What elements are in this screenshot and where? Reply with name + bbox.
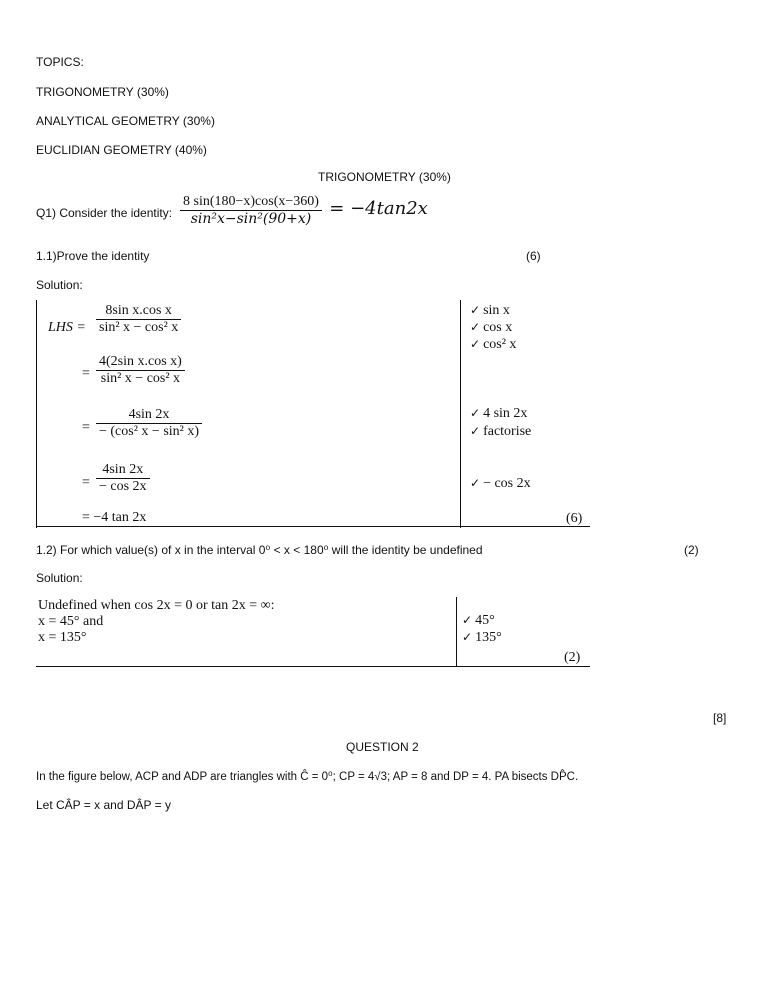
solution-box-divider xyxy=(460,300,461,528)
step3-numerator: 4sin 2x xyxy=(96,407,202,424)
topic-euclidian-geometry: EUCLIDIAN GEOMETRY (40%) xyxy=(36,143,207,157)
solution-box-left-border xyxy=(36,300,37,528)
check-item: ✓ 45° xyxy=(462,613,495,628)
checkmark-icon: ✓ xyxy=(470,476,481,490)
step1-numerator: 8sin x.cos x xyxy=(96,303,181,320)
q1-numerator: 8 sin(180−x)cos(x−360) xyxy=(180,194,322,211)
check-item: ✓ cos x xyxy=(470,320,513,335)
proof-step-4 xyxy=(96,462,150,495)
proof-step-2 xyxy=(96,354,185,387)
checkmark-icon: ✓ xyxy=(462,630,473,644)
q1-fraction xyxy=(180,194,322,227)
q1-rhs: = −4tan2x xyxy=(329,197,428,219)
q1-identity xyxy=(180,194,428,227)
q1-2-solution-label: Solution: xyxy=(36,571,83,585)
step2-numerator: 4(2sin x.cos x) xyxy=(96,354,185,371)
step3-denominator: − (cos² x − sin² x) xyxy=(99,424,200,439)
check-item: ✓ 135° xyxy=(462,630,502,645)
solution-box-bottom-border xyxy=(36,666,590,667)
question-2-line-2: Let CÂP = x and DÂP = y xyxy=(36,798,171,812)
proof-step-3 xyxy=(96,407,202,440)
checkmark-icon: ✓ xyxy=(470,406,481,420)
check-item: ✓ factorise xyxy=(470,424,532,439)
q1-2-text: 1.2) For which value(s) of x in the interval 0⁰ < x < 180⁰ will the identity be undefined xyxy=(36,543,483,557)
section-title: TRIGONOMETRY (30%) xyxy=(318,170,451,184)
lhs-label: LHS = xyxy=(48,320,86,335)
solution-box-marks: (2) xyxy=(564,650,581,665)
q1-denominator: sin²x−sin²(90+x) xyxy=(190,211,312,227)
undefined-line-1: Undefined when cos 2x = 0 or tan 2x = ∞: xyxy=(38,598,275,613)
checkmark-icon: ✓ xyxy=(470,337,481,351)
checkmark-icon: ✓ xyxy=(470,303,481,317)
solution-box-bottom-border xyxy=(36,526,590,527)
q1-1-marks: (6) xyxy=(526,249,541,263)
checkmark-icon: ✓ xyxy=(462,613,473,627)
step4-numerator: 4sin 2x xyxy=(96,462,150,479)
check-item: ✓ − cos 2x xyxy=(470,476,531,491)
question-2-line-1: In the figure below, ACP and ADP are triangles with Ĉ = 0⁰; CP = 4√3; AP = 8 and DP = 4. PA bisects DP̂C. xyxy=(36,771,579,783)
q1-1-solution-label: Solution: xyxy=(36,278,83,292)
proof-step-5: = −4 tan 2x xyxy=(82,510,147,525)
solution-box-marks: (6) xyxy=(566,511,583,526)
total-marks: [8] xyxy=(713,711,727,725)
q1-label: Q1) Consider the identity: xyxy=(36,206,173,220)
step2-denominator: sin² x − cos² x xyxy=(100,371,181,386)
solution-box-divider xyxy=(456,597,457,667)
question-2-title: QUESTION 2 xyxy=(346,740,419,754)
undefined-line-2: x = 45° and xyxy=(38,614,104,629)
topic-trigonometry: TRIGONOMETRY (30%) xyxy=(36,85,169,99)
topics-heading: TOPICS: xyxy=(36,55,84,69)
q1-2-marks: (2) xyxy=(684,543,699,557)
checkmark-icon: ✓ xyxy=(470,320,481,334)
step4-denominator: − cos 2x xyxy=(99,479,147,494)
topic-analytical-geometry: ANALYTICAL GEOMETRY (30%) xyxy=(36,114,215,128)
check-item: ✓ 4 sin 2x xyxy=(470,406,528,421)
q1-1-text: 1.1)Prove the identity xyxy=(36,249,150,263)
step1-denominator: sin² x − cos² x xyxy=(99,320,179,335)
check-item: ✓ sin x xyxy=(470,303,510,318)
check-item: ✓ cos² x xyxy=(470,337,517,352)
checkmark-icon: ✓ xyxy=(470,424,481,438)
proof-step-1 xyxy=(96,303,181,336)
undefined-line-3: x = 135° xyxy=(38,630,87,645)
